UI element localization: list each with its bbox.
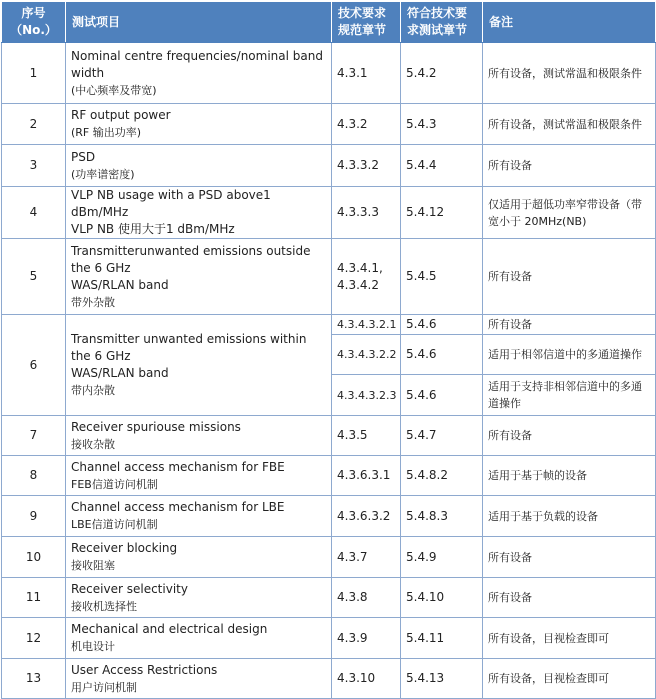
header-seq: 序号 （No.） <box>2 2 66 43</box>
remark: 所有设备，目视检查即可 <box>483 618 656 659</box>
item-cn: 接收阻塞 <box>71 559 115 572</box>
item-en: RF output power <box>71 108 171 122</box>
row-number: 3 <box>2 145 66 187</box>
item-cn: 用户访问机制 <box>71 680 137 694</box>
tech-req-clause: 4.3.4.3.2.3 <box>332 375 401 416</box>
row-number: 8 <box>2 456 66 496</box>
item-cn: 带外杂散 <box>71 295 115 309</box>
item-cell <box>66 659 332 699</box>
item-en: Receiver selectivity <box>71 581 188 596</box>
test-clause: 5.4.12 <box>401 187 483 239</box>
table-row <box>2 578 656 618</box>
tech-req-clause: 4.3.4.1, 4.3.4.2 <box>332 239 401 315</box>
tech-req-clause: 4.3.4.3.2.2 <box>332 335 401 375</box>
remark: 所有设备 <box>483 145 656 187</box>
item-cell <box>66 43 332 104</box>
tech-req-clause: 4.3.6.3.1 <box>332 456 401 496</box>
row-number: 12 <box>2 618 66 659</box>
item-en: User Access Restrictions <box>71 662 218 677</box>
test-clause: 5.4.10 <box>401 578 483 618</box>
table-row <box>2 659 656 699</box>
table-row <box>2 43 656 104</box>
item-cell <box>66 315 332 416</box>
test-clause: 5.4.4 <box>401 145 483 187</box>
remark: 适用于基于负载的设备 <box>483 496 656 537</box>
table-row <box>2 239 656 315</box>
table-row <box>2 618 656 659</box>
row-number: 6 <box>2 315 66 416</box>
tech-req-clause: 4.3.1 <box>332 43 401 104</box>
item-cn: (中心频率及带宽) <box>71 83 157 97</box>
remark: 所有设备 <box>483 239 656 315</box>
item-en-2: WAS/RLAN band <box>71 277 169 292</box>
item-cn: LBE信道访问机制 <box>71 518 158 531</box>
test-clause: 5.4.7 <box>401 416 483 456</box>
table-row <box>2 145 656 187</box>
table-row <box>2 315 656 335</box>
item-cell <box>66 416 332 456</box>
table-row <box>2 104 656 145</box>
item-cn: FEB信道访问机制 <box>71 477 158 491</box>
test-clause: 5.4.2 <box>401 43 483 104</box>
remark: 所有设备 <box>483 578 656 618</box>
header-remark: 备注 <box>483 2 656 43</box>
tech-req-clause: 4.3.4.3.2.1 <box>332 315 401 335</box>
item-cell <box>66 187 332 239</box>
item-cn: 带内杂散 <box>71 384 115 397</box>
remark: 所有设备，目视检查即可 <box>483 659 656 699</box>
remark: 所有设备，测试常温和极限条件 <box>483 104 656 145</box>
tech-req-clause: 4.3.9 <box>332 618 401 659</box>
test-clause: 5.4.3 <box>401 104 483 145</box>
remark: 所有设备 <box>483 315 656 335</box>
header-tech-req: 技术要求 规范章节 <box>332 2 401 43</box>
item-cell <box>66 496 332 537</box>
item-cn: 接收杂散 <box>71 437 115 451</box>
item-cell <box>66 456 332 496</box>
tech-req-clause: 4.3.5 <box>332 416 401 456</box>
test-clause: 5.4.5 <box>401 239 483 315</box>
header-item: 测试项目 <box>66 2 332 43</box>
tech-req-clause: 4.3.6.3.2 <box>332 496 401 537</box>
row-number: 1 <box>2 43 66 104</box>
remark: 适用于支持非相邻信道中的多通道操作 <box>483 375 656 416</box>
item-cn: VLP NB 使用大于1 dBm/MHz <box>71 222 235 236</box>
row-number: 7 <box>2 416 66 456</box>
item-cell <box>66 104 332 145</box>
row-number: 9 <box>2 496 66 537</box>
row-number: 2 <box>2 104 66 145</box>
item-en: Transmitterunwanted emissions outside the 6 GHz <box>71 243 311 275</box>
tech-req-clause: 4.3.8 <box>332 578 401 618</box>
item-cell <box>66 145 332 187</box>
test-items-table <box>1 1 656 699</box>
item-en: Nominal centre frequencies/nominal band width <box>71 48 323 80</box>
item-en: Mechanical and electrical design <box>71 622 268 636</box>
item-cn: (RF 输出功率) <box>71 126 142 139</box>
test-clause: 5.4.8.2 <box>401 456 483 496</box>
item-en: PSD <box>71 149 96 164</box>
test-clause: 5.4.9 <box>401 537 483 578</box>
row-number: 10 <box>2 537 66 578</box>
row-number: 13 <box>2 659 66 699</box>
table-row <box>2 496 656 537</box>
row-number: 11 <box>2 578 66 618</box>
tech-req-clause: 4.3.3.2 <box>332 145 401 187</box>
test-clause: 5.4.6 <box>401 375 483 416</box>
table-row <box>2 416 656 456</box>
test-clause: 5.4.13 <box>401 659 483 699</box>
table-header-row <box>2 2 656 43</box>
item-cell <box>66 618 332 659</box>
tech-req-clause: 4.3.10 <box>332 659 401 699</box>
item-cell <box>66 537 332 578</box>
remark: 适用于基于帧的设备 <box>483 456 656 496</box>
test-clause: 5.4.6 <box>401 315 483 335</box>
table-row <box>2 456 656 496</box>
tech-req-clause: 4.3.3.3 <box>332 187 401 239</box>
remark: 所有设备，测试常温和极限条件 <box>483 43 656 104</box>
item-cn: 机电设计 <box>71 640 115 653</box>
table-row <box>2 537 656 578</box>
test-clause: 5.4.6 <box>401 335 483 375</box>
row-number: 5 <box>2 239 66 315</box>
remark: 适用于相邻信道中的多通道操作 <box>483 335 656 375</box>
header-conform: 符合技术要 求测试章节 <box>401 2 483 43</box>
item-cn: (功率谱密度) <box>71 167 135 181</box>
tech-req-clause: 4.3.2 <box>332 104 401 145</box>
row-number: 4 <box>2 187 66 239</box>
item-en-2: WAS/RLAN band <box>71 366 169 380</box>
item-en: Receiver spuriouse missions <box>71 419 241 434</box>
item-en: Transmitter unwanted emissions within the 6 GHz <box>71 332 307 363</box>
item-en: Receiver blocking <box>71 541 178 555</box>
item-en: Channel access mechanism for LBE <box>71 500 285 514</box>
remark: 所有设备 <box>483 537 656 578</box>
item-en: VLP NB usage with a PSD above1 dBm/MHz <box>71 188 271 219</box>
test-clause: 5.4.11 <box>401 618 483 659</box>
test-clause: 5.4.8.3 <box>401 496 483 537</box>
table-row <box>2 187 656 239</box>
item-cell <box>66 239 332 315</box>
item-en: Channel access mechanism for FBE <box>71 459 285 474</box>
item-cell <box>66 578 332 618</box>
remark: 仅适用于超低功率窄带设备（带宽小于 20MHz(NB) <box>483 187 656 239</box>
remark: 所有设备 <box>483 416 656 456</box>
tech-req-clause: 4.3.7 <box>332 537 401 578</box>
item-cn: 接收机选择性 <box>71 599 137 613</box>
